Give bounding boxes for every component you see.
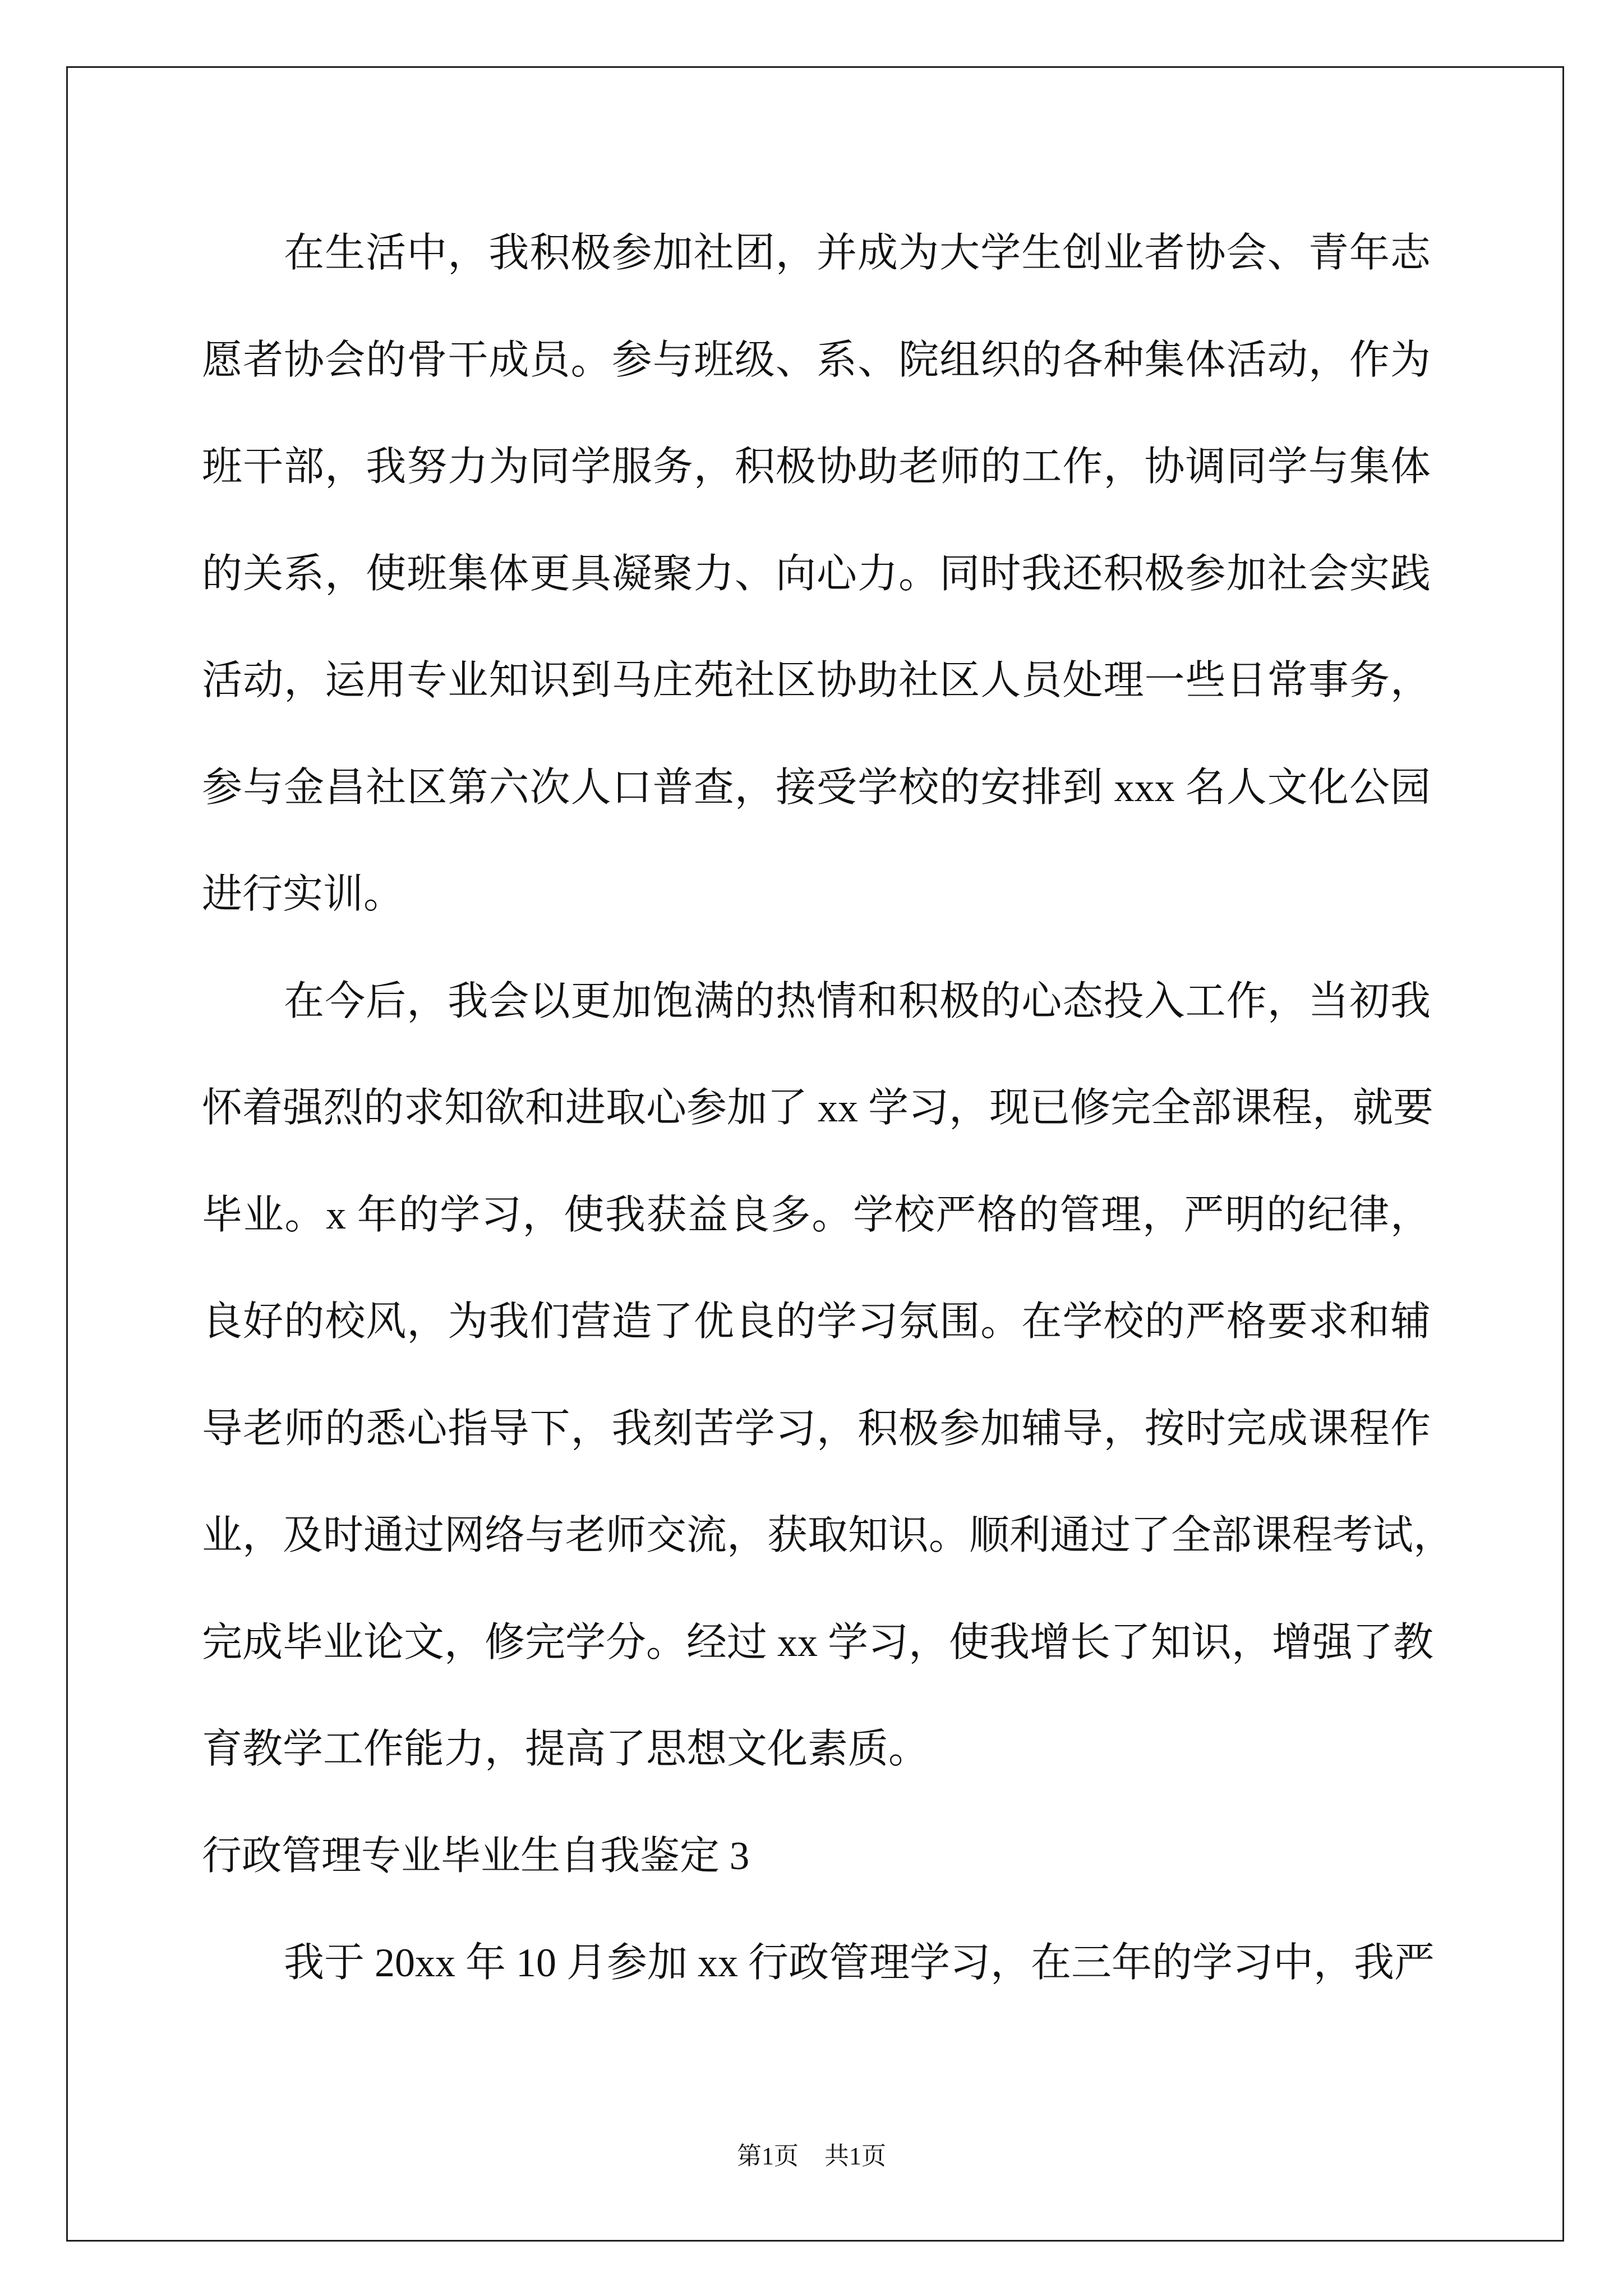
paragraph-line: 良好的校风，为我们营造了优良的学习氛围。在学校的严格要求和辅 [202,1299,1431,1344]
paragraph-line: 进行实训。 [202,872,404,917]
paragraph-line: 业，及时通过网络与老师交流，获取知识。顺利通过了全部课程考试， [202,1513,1454,1558]
paragraph [202,200,1431,948]
paragraph-line: 怀着强烈的求知欲和进取心参加了 xx 学习，现已修完全部课程，就要 [202,1085,1434,1130]
page-total: 共1页 [824,2142,886,2170]
paragraph-line: 在生活中，我积极参加社团，并成为大学生创业者协会、青年志 [284,231,1431,275]
paragraph [202,948,1454,1803]
paragraph-line: 育教学工作能力，提高了思想文化素质。 [202,1727,929,1772]
paragraph-line: 毕业。x 年的学习，使我获益良多。学校严格的管理，严明的纪律， [202,1192,1431,1237]
section-heading: 行政管理专业毕业生自我鉴定 3 [202,1834,750,1878]
paragraph-line: 的关系，使班集体更具凝聚力、向心力。同时我还积极参加社会实践 [202,551,1431,596]
page-number: 第1页 [737,2142,799,2170]
paragraph [202,1910,1435,2017]
paragraph-line: 导老师的悉心指导下，我刻苦学习，积极参加辅导，按时完成课程作 [202,1406,1431,1451]
page-footer [0,2139,1623,2173]
paragraph-line: 愿者协会的骨干成员。参与班级、系、院组织的各种集体活动，作为 [202,337,1431,383]
document-body [202,200,1454,2017]
paragraph-line: 完成毕业论文，修完学分。经过 xx 学习，使我增长了知识，增强了教 [202,1619,1434,1665]
paragraph-line: 活动，运用专业知识到马庄苑社区协助社区人员处理一些日常事务， [202,658,1431,703]
paragraph-line: 班干部，我努力为同学服务，积极协助老师的工作，协调同学与集体 [202,444,1431,489]
paragraph-line: 在今后，我会以更加饱满的热情和积极的心态投入工作，当初我 [284,978,1431,1024]
paragraph-line: 我于 20xx 年 10 月参加 xx 行政管理学习，在三年的学习中，我严 [284,1940,1435,1985]
paragraph-line: 参与金昌社区第六次人口普查，接受学校的安排到 xxx 名人文化公园 [202,765,1431,810]
